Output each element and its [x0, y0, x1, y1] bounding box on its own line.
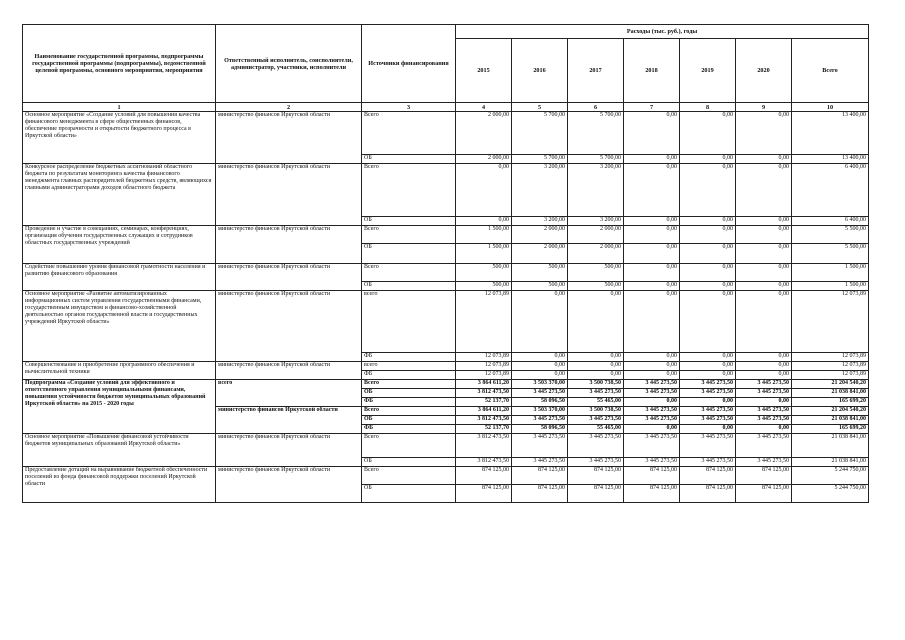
value-cell: 0,00 — [568, 291, 624, 353]
col-number: 2 — [216, 103, 362, 112]
value-cell: 3 445 273,50 — [512, 416, 568, 425]
value-cell: 3 445 273,50 — [680, 434, 736, 458]
value-cell: 3 445 273,50 — [624, 407, 680, 416]
col-number: 3 — [362, 103, 456, 112]
value-cell: 3 864 611,20 — [456, 407, 512, 416]
value-cell: 874 125,00 — [736, 485, 792, 503]
value-cell: 500,00 — [568, 282, 624, 291]
value-cell: 0,00 — [680, 155, 736, 164]
row-source: Всего — [362, 434, 456, 458]
row-responsible: всего — [216, 380, 362, 407]
value-cell: 3 200,00 — [512, 217, 568, 226]
value-cell: 0,00 — [736, 282, 792, 291]
value-cell: 3 503 370,00 — [512, 407, 568, 416]
row-source: ФБ — [362, 425, 456, 434]
value-cell: 12 073,89 — [456, 371, 512, 380]
value-cell: 0,00 — [624, 353, 680, 362]
value-cell: 2 000,00 — [568, 244, 624, 264]
value-cell: 55 465,00 — [568, 398, 624, 407]
value-cell: 3 445 273,50 — [680, 458, 736, 467]
value-cell: 0,00 — [568, 362, 624, 371]
header-year: 2020 — [736, 39, 792, 103]
value-cell: 3 445 273,50 — [680, 389, 736, 398]
value-cell: 1 500,00 — [792, 264, 869, 282]
value-cell: 3 445 273,50 — [736, 380, 792, 389]
value-cell: 0,00 — [624, 264, 680, 282]
value-cell: 874 125,00 — [736, 467, 792, 485]
value-cell: 0,00 — [736, 112, 792, 155]
row-source: ФБ — [362, 353, 456, 362]
row-name: Проведение и участие в совещаниях, семинарах, конференциях, организация обучения государственных служащих и сотрудников областных государственных учреждений — [23, 226, 216, 264]
row-source: Всего — [362, 264, 456, 282]
row-responsible: министерство финансов Иркутской области — [216, 434, 362, 467]
value-cell: 3 200,00 — [568, 217, 624, 226]
value-cell: 500,00 — [456, 282, 512, 291]
table-row — [23, 264, 869, 282]
col-number: 10 — [792, 103, 869, 112]
value-cell: 0,00 — [624, 226, 680, 244]
value-cell: 5 500,00 — [792, 226, 869, 244]
value-cell: 58 096,50 — [512, 425, 568, 434]
value-cell: 0,00 — [456, 217, 512, 226]
header-source: Источники финансирования — [362, 25, 456, 103]
value-cell: 3 445 273,50 — [624, 458, 680, 467]
value-cell: 52 137,70 — [456, 398, 512, 407]
value-cell: 3 445 273,50 — [512, 434, 568, 458]
col-number: 7 — [624, 103, 680, 112]
value-cell: 874 125,00 — [512, 467, 568, 485]
value-cell: 21 204 540,20 — [792, 380, 869, 389]
value-cell: 0,00 — [624, 112, 680, 155]
header-expenses: Расходы (тыс. руб.), годы — [456, 25, 869, 39]
table-row — [23, 362, 869, 371]
value-cell: 0,00 — [568, 353, 624, 362]
value-cell: 874 125,00 — [624, 467, 680, 485]
value-cell: 0,00 — [680, 264, 736, 282]
value-cell: 0,00 — [736, 244, 792, 264]
value-cell: 3 200,00 — [568, 164, 624, 217]
value-cell: 874 125,00 — [456, 485, 512, 503]
value-cell: 0,00 — [680, 353, 736, 362]
value-cell: 1 500,00 — [792, 282, 869, 291]
table-row — [23, 291, 869, 353]
value-cell: 0,00 — [624, 371, 680, 380]
col-number: 5 — [512, 103, 568, 112]
value-cell: 13 400,00 — [792, 112, 869, 155]
row-responsible: министерство финансов Иркутской области — [216, 226, 362, 264]
value-cell: 0,00 — [736, 155, 792, 164]
row-responsible: министерство финансов Иркутской области — [216, 407, 362, 434]
value-cell: 0,00 — [736, 398, 792, 407]
value-cell: 3 445 273,50 — [624, 416, 680, 425]
value-cell: 0,00 — [680, 226, 736, 244]
row-source: ОБ — [362, 458, 456, 467]
value-cell: 0,00 — [680, 425, 736, 434]
finance-program-sheet — [22, 24, 868, 503]
value-cell: 3 445 273,50 — [624, 389, 680, 398]
row-source: Всего — [362, 380, 456, 389]
value-cell: 0,00 — [512, 371, 568, 380]
value-cell: 0,00 — [624, 282, 680, 291]
value-cell: 0,00 — [680, 371, 736, 380]
value-cell: 0,00 — [624, 398, 680, 407]
table-row — [23, 226, 869, 244]
col-number: 9 — [736, 103, 792, 112]
value-cell: 5 244 750,00 — [792, 467, 869, 485]
value-cell: 874 125,00 — [624, 485, 680, 503]
header-name: Наименование государственной программы, подпрограммы государственной программы (подпрограммы), ведомственной целевой программы, основного мероприятия, мероприятия — [23, 25, 216, 103]
row-source: ФБ — [362, 398, 456, 407]
value-cell: 3 445 273,50 — [736, 434, 792, 458]
value-cell: 12 073,89 — [792, 362, 869, 371]
value-cell: 0,00 — [624, 425, 680, 434]
row-name: Основное мероприятие «Создание условий для повышения качества финансового менеджмента в сфере общественных финансов, обеспечение прозрачности и открытости бюджетного процесса в Иркутской области» — [23, 112, 216, 164]
value-cell: 0,00 — [680, 398, 736, 407]
value-cell: 0,00 — [624, 362, 680, 371]
value-cell: 165 699,20 — [792, 425, 869, 434]
value-cell: 6 400,00 — [792, 164, 869, 217]
row-name: Совершенствование и приобретение программного обеспечения и вычислительной техники — [23, 362, 216, 380]
value-cell: 5 700,00 — [568, 112, 624, 155]
value-cell: 3 503 370,00 — [512, 380, 568, 389]
header-year: 2017 — [568, 39, 624, 103]
value-cell: 21 204 540,20 — [792, 407, 869, 416]
value-cell: 3 445 273,50 — [680, 416, 736, 425]
value-cell: 3 445 273,50 — [736, 458, 792, 467]
value-cell: 2 000,00 — [456, 112, 512, 155]
value-cell: 2 000,00 — [456, 155, 512, 164]
value-cell: 21 038 841,00 — [792, 416, 869, 425]
value-cell: 0,00 — [736, 291, 792, 353]
value-cell: 0,00 — [512, 353, 568, 362]
value-cell: 3 445 273,50 — [624, 380, 680, 389]
value-cell: 500,00 — [512, 282, 568, 291]
value-cell: 21 038 841,00 — [792, 458, 869, 467]
row-responsible: министерство финансов Иркутской области — [216, 112, 362, 164]
value-cell: 3 445 273,50 — [680, 407, 736, 416]
row-source: всего — [362, 362, 456, 371]
value-cell: 0,00 — [512, 362, 568, 371]
row-responsible: министерство финансов Иркутской области — [216, 362, 362, 380]
value-cell: 3 812 473,50 — [456, 458, 512, 467]
row-source: всего — [362, 291, 456, 353]
row-name: Содействие повышению уровня финансовой грамотности населения и развитию финансового образования — [23, 264, 216, 291]
row-source: Всего — [362, 407, 456, 416]
row-name: Предоставление дотаций на выравнивание бюджетной обеспеченности поселений из фонда финансовой поддержки поселений Иркутской области — [23, 467, 216, 503]
value-cell: 3 445 273,50 — [736, 407, 792, 416]
row-source: Всего — [362, 164, 456, 217]
expenses-table — [22, 24, 869, 503]
value-cell: 12 073,89 — [456, 291, 512, 353]
value-cell: 500,00 — [568, 264, 624, 282]
value-cell: 0,00 — [624, 164, 680, 217]
value-cell: 0,00 — [680, 362, 736, 371]
value-cell: 12 073,89 — [792, 353, 869, 362]
table-row — [23, 380, 869, 389]
value-cell: 3 200,00 — [512, 164, 568, 217]
table-header — [23, 25, 869, 112]
row-name: Конкурсное распределение бюджетных ассигнований областного бюджета по результатам мониторинга качества финансового менеджмента главных распорядителей бюджетных средств, являющихся главными администраторами доходов областного бюджета — [23, 164, 216, 226]
value-cell: 21 038 841,00 — [792, 389, 869, 398]
value-cell: 874 125,00 — [680, 485, 736, 503]
row-source: ОБ — [362, 485, 456, 503]
subprogram-name: Подпрограмма «Создание условий для эффективного и ответственного управления муниципальными финансами, повышения устойчивости бюджетов муниципальных образований Иркутской области» на 2015 - 2020 годы — [23, 380, 216, 434]
value-cell: 3 445 273,50 — [512, 458, 568, 467]
row-responsible: министерство финансов Иркутской области — [216, 164, 362, 226]
row-name: Основное мероприятие «Развитие автоматизированных информационных систем управления государственными финансами, государственным имуществом и финансово-хозяйственной деятельностью органов государственной власти и государственных учреждений Иркутской области» — [23, 291, 216, 362]
value-cell: 12 073,89 — [792, 291, 869, 353]
value-cell: 874 125,00 — [568, 467, 624, 485]
table-row — [23, 112, 869, 155]
value-cell: 3 500 738,50 — [568, 380, 624, 389]
value-cell: 3 445 273,50 — [568, 389, 624, 398]
table-row — [23, 164, 869, 217]
value-cell: 1 500,00 — [456, 244, 512, 264]
value-cell: 52 137,70 — [456, 425, 512, 434]
header-year: 2019 — [680, 39, 736, 103]
col-number: 4 — [456, 103, 512, 112]
col-number: 8 — [680, 103, 736, 112]
row-source: ОБ — [362, 244, 456, 264]
row-source: ФБ — [362, 371, 456, 380]
value-cell: 0,00 — [456, 164, 512, 217]
value-cell: 21 038 841,00 — [792, 434, 869, 458]
value-cell: 3 445 273,50 — [736, 389, 792, 398]
value-cell: 0,00 — [568, 371, 624, 380]
value-cell: 5 700,00 — [568, 155, 624, 164]
value-cell: 1 500,00 — [456, 226, 512, 244]
col-number: 6 — [568, 103, 624, 112]
value-cell: 0,00 — [512, 291, 568, 353]
value-cell: 3 812 473,50 — [456, 434, 512, 458]
value-cell: 12 073,89 — [456, 353, 512, 362]
value-cell: 5 700,00 — [512, 112, 568, 155]
value-cell: 0,00 — [736, 264, 792, 282]
col-number: 1 — [23, 103, 216, 112]
value-cell: 0,00 — [736, 425, 792, 434]
header-year: 2016 — [512, 39, 568, 103]
value-cell: 0,00 — [736, 362, 792, 371]
value-cell: 0,00 — [736, 353, 792, 362]
value-cell: 0,00 — [680, 291, 736, 353]
value-cell: 500,00 — [512, 264, 568, 282]
value-cell: 0,00 — [624, 291, 680, 353]
value-cell: 2 000,00 — [568, 226, 624, 244]
value-cell: 874 125,00 — [512, 485, 568, 503]
value-cell: 0,00 — [624, 244, 680, 264]
row-source: ОБ — [362, 416, 456, 425]
value-cell: 55 465,00 — [568, 425, 624, 434]
value-cell: 0,00 — [680, 282, 736, 291]
row-source: ОБ — [362, 282, 456, 291]
header-year: 2015 — [456, 39, 512, 103]
row-source: Всего — [362, 112, 456, 155]
value-cell: 0,00 — [624, 217, 680, 226]
value-cell: 3 445 273,50 — [512, 389, 568, 398]
value-cell: 12 073,89 — [456, 362, 512, 371]
row-responsible: министерство финансов Иркутской области — [216, 264, 362, 291]
value-cell: 0,00 — [736, 371, 792, 380]
value-cell: 6 400,00 — [792, 217, 869, 226]
value-cell: 500,00 — [456, 264, 512, 282]
value-cell: 874 125,00 — [456, 467, 512, 485]
value-cell: 12 073,89 — [792, 371, 869, 380]
value-cell: 5 244 750,00 — [792, 485, 869, 503]
row-source: Всего — [362, 226, 456, 244]
value-cell: 0,00 — [680, 244, 736, 264]
value-cell: 0,00 — [624, 155, 680, 164]
value-cell: 3 812 473,50 — [456, 389, 512, 398]
value-cell: 5 500,00 — [792, 244, 869, 264]
value-cell: 3 445 273,50 — [680, 380, 736, 389]
value-cell: 3 445 273,50 — [568, 416, 624, 425]
value-cell: 3 812 473,50 — [456, 416, 512, 425]
value-cell: 2 000,00 — [512, 226, 568, 244]
value-cell: 0,00 — [736, 226, 792, 244]
value-cell: 0,00 — [680, 112, 736, 155]
row-source: Всего — [362, 467, 456, 485]
row-source: ОБ — [362, 217, 456, 226]
value-cell: 874 125,00 — [680, 467, 736, 485]
value-cell: 165 699,20 — [792, 398, 869, 407]
value-cell: 13 400,00 — [792, 155, 869, 164]
value-cell: 3 445 273,50 — [624, 434, 680, 458]
header-year: 2018 — [624, 39, 680, 103]
table-row — [23, 434, 869, 458]
row-responsible: министерство финансов Иркутской области — [216, 291, 362, 362]
value-cell: 0,00 — [736, 164, 792, 217]
value-cell: 0,00 — [736, 217, 792, 226]
header-year: Всего — [792, 39, 869, 103]
value-cell: 3 500 738,50 — [568, 407, 624, 416]
value-cell: 0,00 — [680, 217, 736, 226]
row-source: ОБ — [362, 389, 456, 398]
table-row — [23, 467, 869, 485]
header-responsible: Ответственный исполнитель, соисполнители, администратор, участники, исполнители — [216, 25, 362, 103]
value-cell: 874 125,00 — [568, 485, 624, 503]
value-cell: 58 096,50 — [512, 398, 568, 407]
value-cell: 3 445 273,50 — [568, 434, 624, 458]
row-responsible: министерство финансов Иркутской области — [216, 467, 362, 503]
value-cell: 2 000,00 — [512, 244, 568, 264]
value-cell: 0,00 — [680, 164, 736, 217]
value-cell: 3 445 273,50 — [568, 458, 624, 467]
value-cell: 3 445 273,50 — [736, 416, 792, 425]
value-cell: 5 700,00 — [512, 155, 568, 164]
row-source: ОБ — [362, 155, 456, 164]
value-cell: 3 864 611,20 — [456, 380, 512, 389]
row-name: Основное мероприятие «Повышение финансовой устойчивости бюджетов муниципальных образований Иркутской области» — [23, 434, 216, 467]
